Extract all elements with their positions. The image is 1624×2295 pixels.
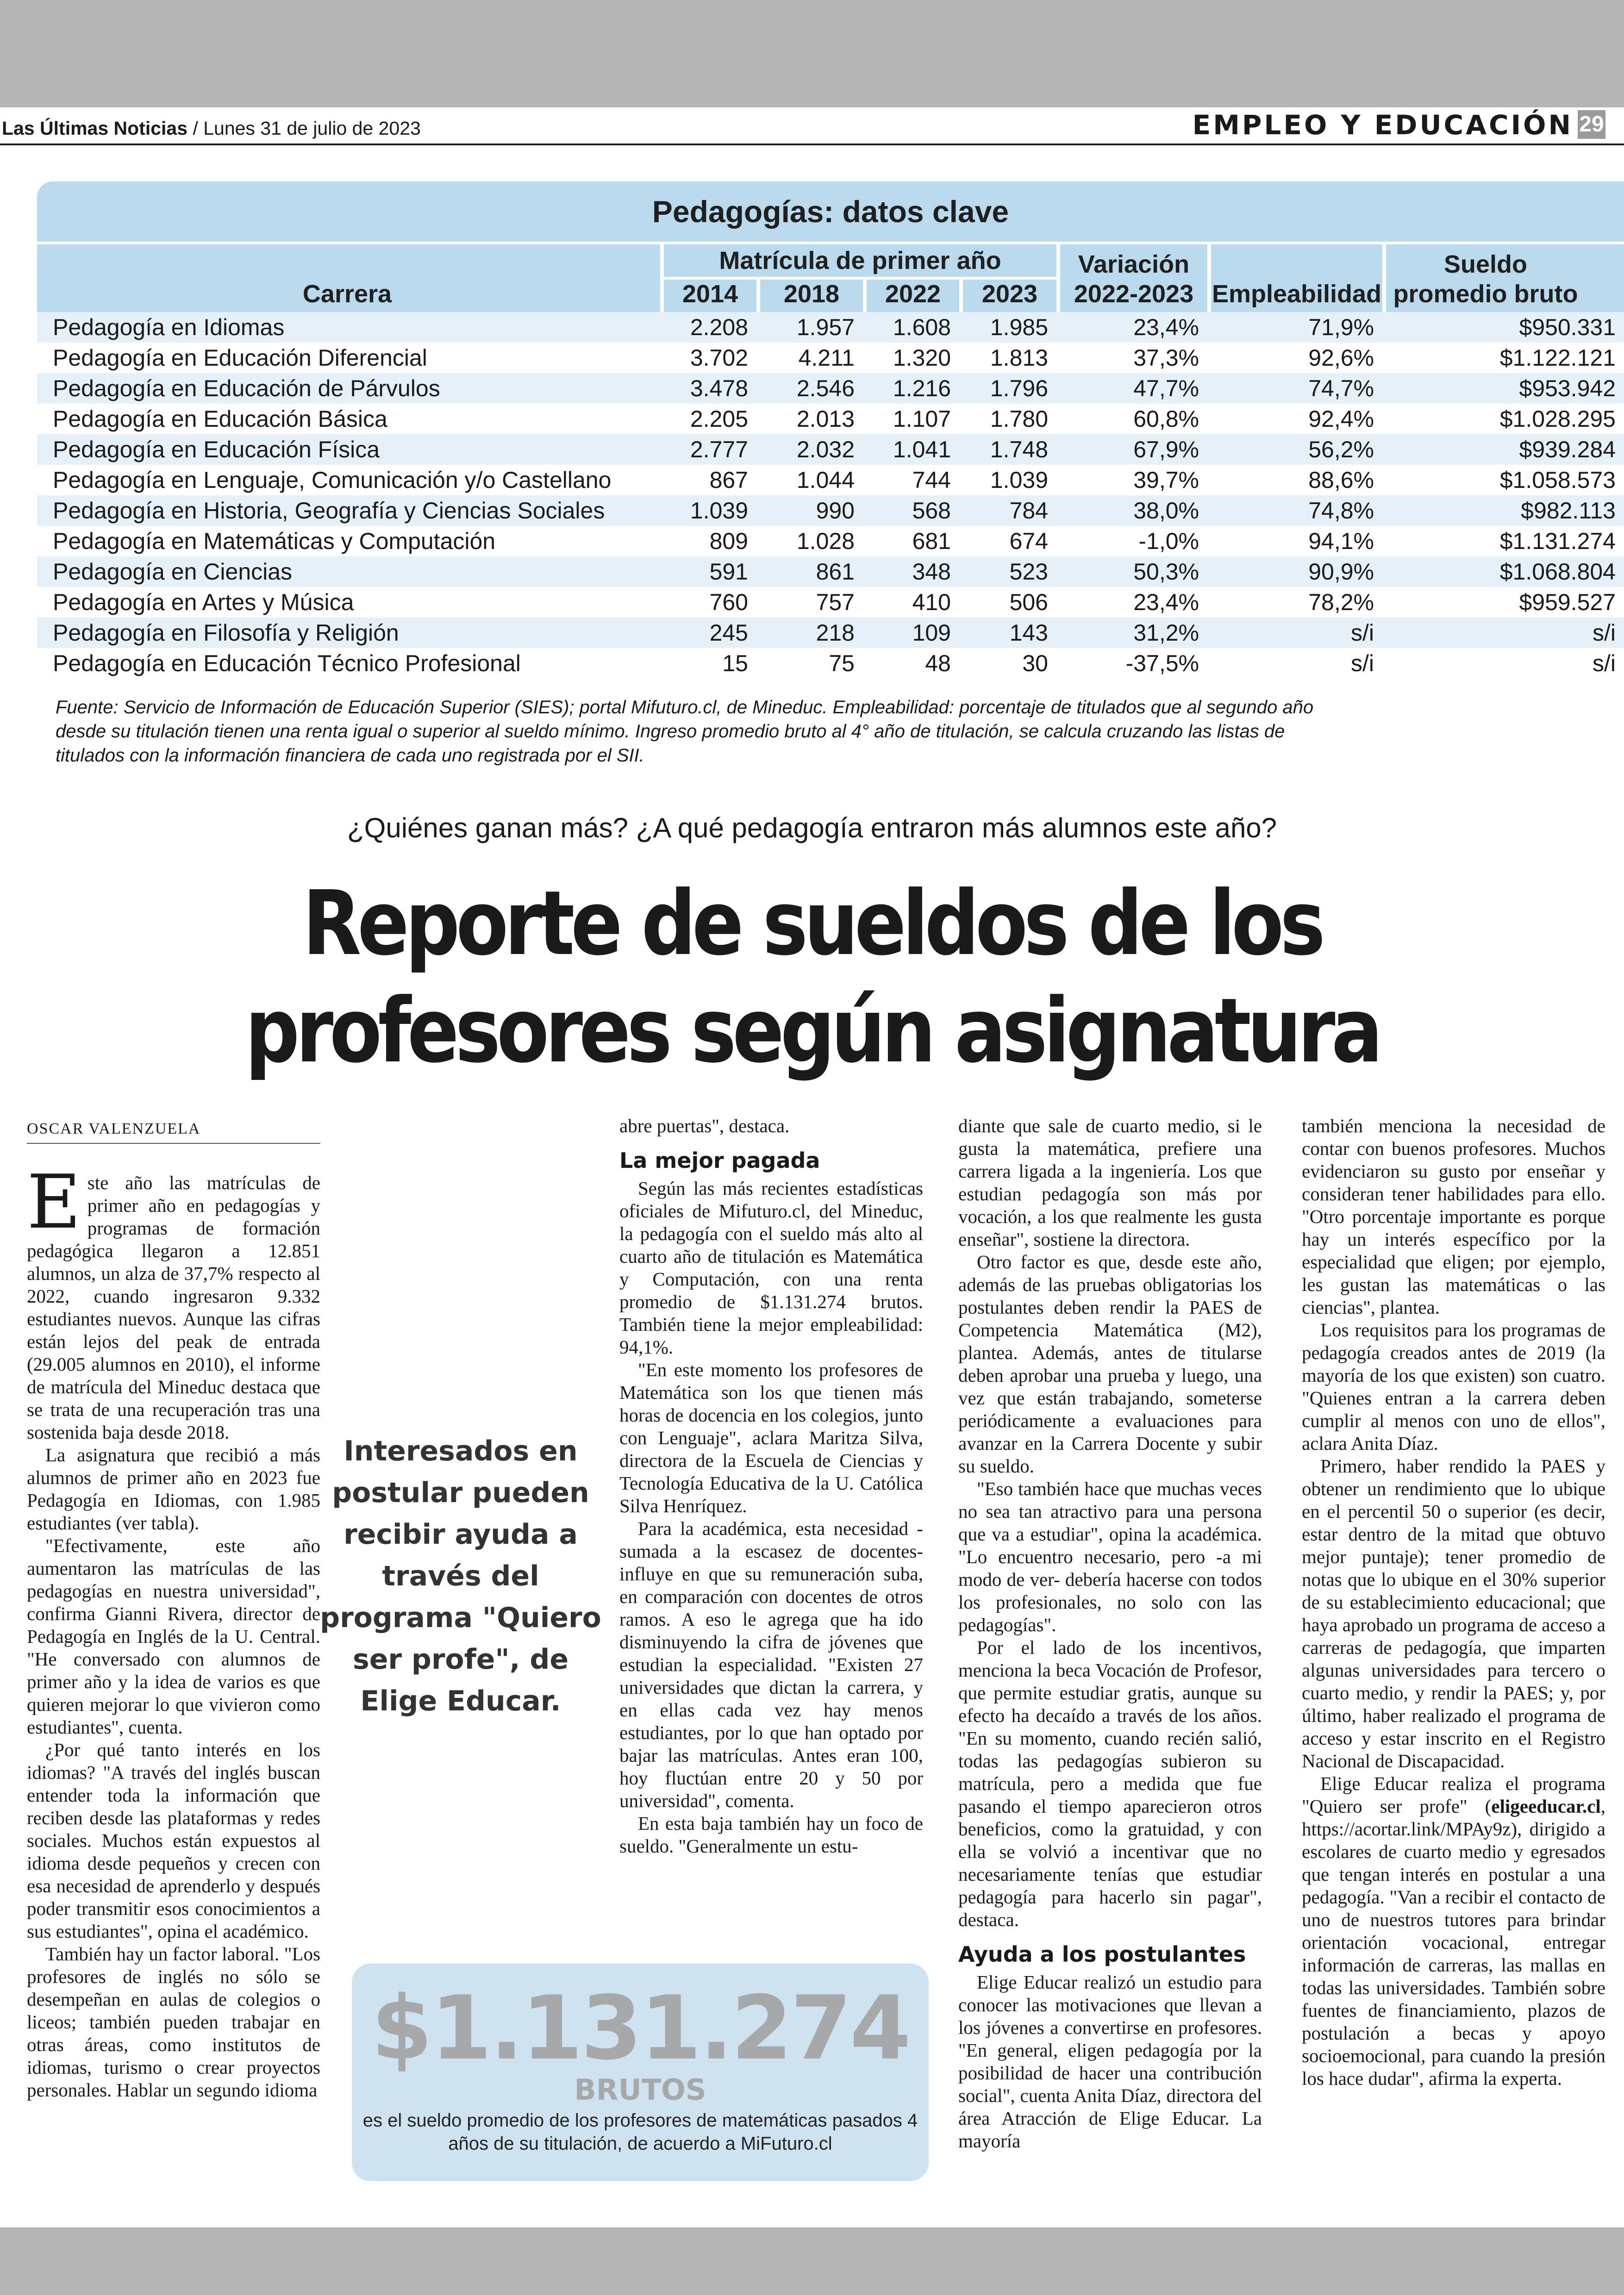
cell-carrera: Pedagogía en Artes y Música: [53, 589, 354, 615]
header-year-2022: 2022: [885, 280, 941, 308]
cell-carrera: Pedagogía en Educación Técnico Profesional: [53, 650, 521, 676]
cell-var: 47,7%: [1056, 373, 1207, 404]
cell-carrera: Pedagogía en Matemáticas y Computación: [53, 528, 496, 554]
table-row: [37, 373, 1624, 404]
cell-y2022: 1.107: [893, 406, 951, 432]
subheading-mejor-pagada: La mejor pagada: [619, 1148, 820, 1173]
cell-emp: 94,1%: [1308, 528, 1374, 554]
cell-var: 39,7%: [1133, 467, 1199, 493]
cell-y2022: 1.608: [863, 312, 959, 343]
drop-cap: E: [27, 1159, 81, 1245]
cell-var: 38,0%: [1056, 495, 1207, 526]
cell-y2018: 2.013: [796, 406, 855, 432]
paragraph: abre puertas", destaca.: [619, 1115, 790, 1136]
link-elige-educar[interactable]: eligeeducar.cl: [1491, 1796, 1601, 1817]
cell-var: -37,5%: [1125, 650, 1199, 676]
cell-var: -1,0%: [1138, 528, 1199, 554]
header-separator: [1056, 244, 1060, 312]
header-separator: [959, 280, 963, 312]
cell-y2023: 1.813: [990, 345, 1048, 371]
top-margin: [0, 0, 1624, 107]
header-separator: [863, 280, 867, 312]
salary-callout: [352, 1964, 929, 2181]
paragraph: Los requisitos para los programas de pedagogía creados antes de 2019 (la mayoría de los que existen) son cuatro. "Quienes entran a la carrera deben cumplir al menos con uno de ellos", aclara Anita Díaz.: [1302, 1319, 1605, 1454]
cell-y2023: 1.748: [959, 434, 1056, 465]
header-carrera: Carrera: [302, 280, 392, 308]
cell-emp: 92,4%: [1308, 406, 1374, 432]
headline-line-1: Reporte de sueldos de los: [302, 872, 1322, 975]
paragraph: también menciona la necesidad de contar con buenos profesores. Muchos evidenciaron su gusto por enseñar y consideran tener habilidades para ello. "Otro porcentaje importante es porque hay un interés específico por la especialidad que eligen; por ejemplo, les gustan las matemáticas o las ciencias", plantea.: [1302, 1115, 1605, 1318]
cell-carrera: Pedagogía en Educación de Párvulos: [37, 373, 664, 404]
subheading-ayuda: Ayuda a los postulantes: [958, 1942, 1246, 1967]
article-column-2: [619, 1115, 923, 1858]
cell-y2023: 30: [1022, 650, 1048, 676]
article-kicker: ¿Quiénes ganan más? ¿A qué pedagogía entraron más alumnos este año?: [347, 812, 1277, 843]
cell-carrera: Pedagogía en Idiomas: [37, 312, 664, 343]
cell-carrera: Pedagogía en Lenguaje, Comunicación y/o Castellano: [53, 467, 612, 493]
article-headline: [114, 870, 1511, 1085]
cell-carrera: Pedagogía en Filosofía y Religión: [37, 617, 664, 648]
paragraph: diante que sale de cuarto medio, si le gusta la matemática, prefiere una carrera ligada a la ingeniería. Los que estudian pedagogía son más por vocación, a los que realmente les gusta enseñar", sostiene la directora.: [958, 1115, 1262, 1250]
masthead: [0, 107, 1624, 145]
table-row: [37, 465, 1624, 495]
cell-y2014: 245: [664, 617, 756, 648]
callout-unit: BRUTOS: [574, 2073, 706, 2107]
cell-emp: 78,2%: [1308, 589, 1374, 615]
paragraph: Elige Educar realizó un estudio para conocer las motivaciones que llevan a los jóvenes a convertirse en profesores. "En general, eligen pedagogía por la posibilidad de hacer una contribución social", cuenta Anita Díaz, directora del área Atracción de Elige Educar. La mayoría: [958, 1971, 1262, 2152]
cell-emp: 56,2%: [1207, 434, 1382, 465]
cell-y2022: 109: [863, 617, 959, 648]
cell-carrera: Pedagogía en Ciencias: [37, 556, 664, 587]
header-variacion: Variación: [1078, 250, 1190, 278]
table-source-note: Fuente: Servicio de Información de Educación Superior (SIES); portal Mifuturo.cl, de Mineduc. Empleabilidad: porcentaje de titulados que al segundo año desde su titulación tienen una renta igual o superior al sueldo mínimo. Ingreso promedio bruto al 4° año de titulación, se calcula cruzando las listas de titulados con la información financiera de cada uno registrada por el SII.: [56, 697, 1314, 766]
byline: OSCAR VALENZUELA: [27, 1117, 320, 1144]
cell-var: 37,3%: [1133, 345, 1199, 371]
cell-sueldo: s/i: [1593, 650, 1616, 676]
paragraph: ¿Por qué tanto interés en los idiomas? "A través del inglés buscan entender toda la información que reciben desde las plataformas y redes sociales. Muchos están expuestos al idioma desde pequeños y crecen con esa necesidad de aprenderlo y después poder transmitir esos conocimientos a sus estudiantes", opina el académico.: [27, 1739, 320, 1942]
cell-y2022: 744: [912, 467, 951, 493]
paragraph: La asignatura que recibió a más alumnos de primer año en 2023 fue Pedagogía en Idiomas, con 1.985 estudiantes (ver tabla).: [27, 1444, 320, 1534]
cell-y2018: 2.546: [756, 373, 863, 404]
cell-y2022: 1.320: [893, 345, 951, 371]
cell-emp: 71,9%: [1207, 312, 1382, 343]
cell-carrera: Pedagogía en Historia, Geografía y Ciencias Sociales: [37, 495, 664, 526]
header-year-2018: 2018: [783, 280, 840, 308]
cell-var: 60,8%: [1133, 406, 1199, 432]
cell-y2018: 1.957: [756, 312, 863, 343]
cell-sueldo: s/i: [1382, 617, 1624, 648]
cell-y2018: 218: [756, 617, 863, 648]
cell-y2018: 757: [816, 589, 855, 615]
header-empleabilidad: Empleabilidad: [1212, 280, 1382, 308]
cell-y2022: 681: [912, 528, 951, 554]
paragraph: "En este momento los profesores de Matemática son los que tienen más horas de docencia en los colegios, junto con Lenguaje", aclara Maritza Silva, directora de la Escuela de Ciencias y Tecnología Educativa de la U. Católica Silva Henríquez.: [619, 1359, 923, 1516]
cell-y2018: 4.211: [798, 345, 855, 371]
lead-paragraph: [27, 1159, 320, 1444]
paragraph-text: , https://acortar.link/MPAy9z), dirigido a escolares de cuarto medio y egresados que tengan interés en postular a una pedagogía. "Van a recibir el contacto de uno de nuestros tutores para brindar orientación vocacional, entregar información de carreras, las mallas en todas las universidades. También sobre fuentes de financiamiento, plazos de postulación a becas y apoyo socioemocional, para cuando la presión los hace dudar", afirma la experta.: [1302, 1796, 1605, 2089]
cell-sueldo: $953.942: [1382, 373, 1624, 404]
cell-emp: 90,9%: [1207, 556, 1382, 587]
cell-y2018: 861: [756, 556, 863, 587]
callout-description: es el sueldo promedio de los profesores de matemáticas pasados 4 años de su titulación, de acuerdo a MiFuturo.cl: [362, 2110, 918, 2154]
cell-emp: s/i: [1207, 617, 1382, 648]
cell-y2014: 867: [709, 467, 748, 493]
cell-emp: 74,7%: [1207, 373, 1382, 404]
table-row: [37, 434, 1624, 465]
cell-sueldo: $950.331: [1382, 312, 1624, 343]
table-row: [37, 556, 1624, 587]
paragraph: Otro factor es que, desde este año, además de las pruebas obligatorias los postulantes deben rendir la PAES de Competencia Matemática (M2), plantea. Además, antes de titularse deben aprobar una prueba y luego, una vez que están trabajando, someterse periódicamente a evaluaciones para avanzar en la Carrera Docente y subir su sueldo.: [958, 1251, 1262, 1477]
cell-sueldo: $1.058.573: [1499, 467, 1616, 493]
paragraph: En esta baja también hay un foco de sueldo. "Generalmente un estu-: [619, 1813, 923, 1857]
header-year-2023: 2023: [981, 280, 1038, 308]
cell-sueldo: $1.131.274: [1499, 528, 1616, 554]
cell-y2023: 1.780: [990, 406, 1048, 432]
table-rows: [37, 312, 1624, 679]
cell-y2023: 1.796: [959, 373, 1056, 404]
table-row: [37, 617, 1624, 648]
paragraph: Para la académica, esta necesidad -sumada a la escasez de docentes- influye en que su remuneración suba, en comparación con docentes de otros ramos. A eso le agrega que ha ido disminuyendo la cifra de jóvenes que estudian la especialidad. "Existen 27 universidades que dictan la carrera, y en ellas cada vez hay menos estudiantes, por lo que han optado por bajar las matrículas. Antes eran 100, hoy fluctúan entre 20 y 50 por universidad", comenta.: [619, 1518, 923, 1811]
cell-y2018: 1.028: [796, 528, 855, 554]
cell-sueldo: $1.122.121: [1499, 345, 1616, 371]
callout-amount: $1.131.274: [371, 1977, 909, 2079]
cell-sueldo: $1.028.295: [1499, 406, 1616, 432]
cell-carrera: Pedagogía en Educación Diferencial: [53, 345, 427, 371]
cell-y2023: 784: [959, 495, 1056, 526]
header-separator: [1207, 244, 1211, 312]
cell-var: 50,3%: [1056, 556, 1207, 587]
cell-var: 31,2%: [1056, 617, 1207, 648]
cell-var: 23,4%: [1133, 589, 1199, 615]
cell-y2014: 809: [709, 528, 748, 554]
cell-sueldo: $982.113: [1382, 495, 1624, 526]
article-column-1: [27, 1117, 320, 2102]
header-separator: [756, 280, 760, 312]
pull-quote: Interesados en postular pueden recibir ayuda a través del programa "Quiero ser profe", de Elige Educar.: [320, 1435, 601, 1717]
header-separator: [1382, 244, 1386, 312]
cell-y2014: 591: [664, 556, 756, 587]
cell-y2018: 1.044: [796, 467, 855, 493]
table-row: [37, 312, 1624, 343]
table-row: [37, 343, 1624, 373]
paragraph: Primero, haber rendido la PAES y obtener un rendimiento que lo ubique en el percentil 50 o superior (es decir, estar dentro de la mitad que obtuvo mejor puntaje); tener promedio de notas que lo ubique en el 30% superior de su establecimiento educacional; que haya aprobado un programa de acceso a carreras de pedagogía, que imparten algunas universidades para tercero o cuarto medio, y rendir la PAES; y, por último, haber realizado el programa de acceso y estar inscrito en el Registro Nacional de Discapacidad.: [1302, 1455, 1605, 1771]
header-sueldo: Sueldo: [1443, 250, 1527, 278]
cell-y2023: 523: [959, 556, 1056, 587]
cell-emp: 92,6%: [1308, 345, 1374, 371]
cell-sueldo: $1.068.804: [1382, 556, 1624, 587]
article-column-4: [1302, 1115, 1605, 2090]
cell-y2014: 1.039: [664, 495, 756, 526]
cell-y2022: 348: [863, 556, 959, 587]
paragraph: Según las más recientes estadísticas oficiales de Mifuturo.cl, del Mineduc, la pedagogía con el sueldo más alto al cuarto año de titulación es Matemática y Computación, con una renta promedio de $1.131.274 brutos. También tiene la mejor empleabilidad: 94,1%.: [619, 1178, 923, 1358]
cell-carrera: Pedagogía en Educación Física: [37, 434, 664, 465]
cell-sueldo: $959.527: [1519, 589, 1616, 615]
table-header: [37, 242, 1624, 312]
table-row: [37, 587, 1624, 617]
header-separator: [660, 244, 664, 312]
cell-y2014: 3.702: [690, 345, 748, 371]
headline-line-2: profesores según asignatura: [245, 979, 1379, 1083]
cell-y2023: 143: [959, 617, 1056, 648]
paragraph: También hay un factor laboral. "Los profesores de inglés no sólo se desempeñan en aulas de colegios o liceos; también pueden trabajar en otras áreas, como institutos de idiomas, turismo o crear proyectos personales. Hablar un segundo idioma: [27, 1943, 320, 2101]
header-sueldo-promedio: promedio bruto: [1393, 280, 1578, 308]
bottom-margin: [0, 2227, 1624, 2295]
cell-y2022: 48: [925, 650, 951, 676]
cell-y2018: 990: [756, 495, 863, 526]
publication-date: / Lunes 31 de julio de 2023: [193, 118, 421, 139]
cell-y2018: 75: [829, 650, 855, 676]
table-row: [37, 495, 1624, 526]
cell-y2018: 2.032: [756, 434, 863, 465]
header-year-2014: 2014: [682, 280, 738, 308]
paragraph: "Eso también hace que muchas veces no sea tan atractivo para una persona que va a estudiar", opina la académica. "Lo encuentro necesario, pero -a mi modo de ver- debería hacerse con todos los profesionales, no solo con las pedagogías".: [958, 1478, 1262, 1635]
paragraph: Por el lado de los incentivos, menciona la beca Vocación de Profesor, que permite estudiar gratis, aunque su efecto ha decaído a través de los años. "En su momento, cuando recién salió, todas las pedagogías subieron su matrícula, pero a medida que fue pasando el tiempo aparecieron otros beneficios, como la gratuidad, y con ella se volvió a incentivar que no necesariamente tenías que estudiar pedagogía para hacerlo sin pagar", destaca.: [958, 1637, 1262, 1930]
cell-emp: 88,6%: [1308, 467, 1374, 493]
publication-name: Las Últimas Noticias: [2, 118, 188, 139]
data-table: [37, 181, 1624, 679]
cell-sueldo: $939.284: [1382, 434, 1624, 465]
cell-emp: 74,8%: [1207, 495, 1382, 526]
cell-var: 23,4%: [1056, 312, 1207, 343]
table-row: [37, 648, 1624, 679]
header-matricula: Matrícula de primer año: [719, 247, 1001, 274]
lead-text: ste año las matrículas de primer año en pedagogías y programas de formación pedagógica llegaron a 12.851 alumnos, un alza de 37,7% respecto al 2022, cuando ingresaron 9.332 estudiantes nuevos. Aunque las cifras están lejos del peak de entrada (29.005 alumnos en 2010), el informe de matrícula del Mineduc destaca que se trata de una recuperación tras una sostenida baja desde 2018.: [27, 1172, 320, 1443]
publication-line: [2, 118, 421, 139]
cell-y2014: 15: [722, 650, 748, 676]
cell-var: 67,9%: [1056, 434, 1207, 465]
cell-y2023: 674: [1009, 528, 1048, 554]
cell-y2022: 410: [912, 589, 951, 615]
cell-y2014: 2.208: [664, 312, 756, 343]
cell-y2023: 1.039: [990, 467, 1048, 493]
cell-y2023: 506: [1009, 589, 1048, 615]
section-title: EMPLEO Y EDUCACIÓN: [1192, 109, 1573, 141]
page-number: 29: [1578, 110, 1605, 139]
table-row: [37, 526, 1624, 556]
table-title: Pedagogías: datos clave: [37, 181, 1624, 242]
paragraph-text: Elige Educar realiza el programa "Quiero ser profe" (: [1302, 1773, 1605, 1817]
cell-y2023: 1.985: [959, 312, 1056, 343]
cell-y2014: 2.205: [690, 406, 748, 432]
table-row: [37, 404, 1624, 434]
cell-emp: s/i: [1351, 650, 1374, 676]
cell-carrera: Pedagogía en Educación Básica: [53, 406, 387, 432]
cell-y2022: 568: [863, 495, 959, 526]
table-body: [37, 312, 1624, 679]
article-column-3: [958, 1115, 1262, 2152]
cell-y2022: 1.216: [863, 373, 959, 404]
cell-y2014: 760: [709, 589, 748, 615]
paragraph: "Efectivamente, este año aumentaron las matrículas de las pedagogías en nuestra universidad", confirma Gianni Rivera, director de Pedagogía en Inglés de la U. Central. "He conversado con alumnos de primer año y la idea de varios es que quieren mejorar lo que vivieron como estudiantes", cuenta.: [27, 1535, 320, 1738]
cell-y2014: 3.478: [664, 373, 756, 404]
header-variacion-years: 2022-2023: [1074, 280, 1194, 308]
paragraph: [1302, 1772, 1605, 2090]
cell-y2022: 1.041: [863, 434, 959, 465]
cell-y2014: 2.777: [664, 434, 756, 465]
